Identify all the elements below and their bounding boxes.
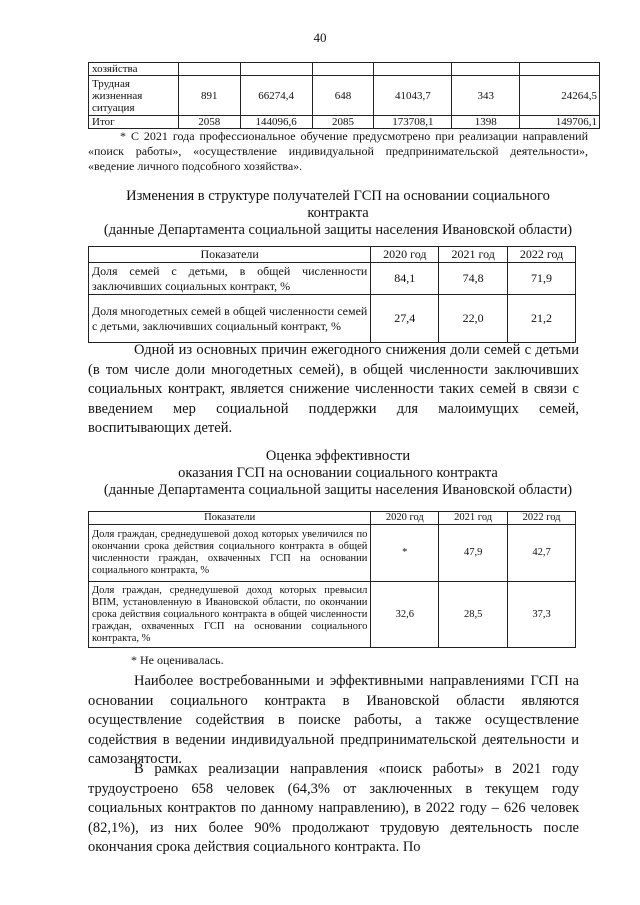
column-header: 2020 год bbox=[371, 247, 439, 263]
value-cell: 84,1 bbox=[371, 263, 439, 295]
heading-line: оказания ГСП на основании социального контракта bbox=[178, 465, 498, 481]
value-cell: 71,9 bbox=[508, 263, 576, 295]
table-cell bbox=[520, 63, 600, 76]
table-footnote: * Не оценивалась. bbox=[131, 653, 224, 667]
table-cell: 2085 bbox=[312, 116, 374, 129]
row-label: Итог bbox=[89, 116, 179, 129]
column-header: 2021 год bbox=[439, 512, 508, 525]
heading-line: Оценка эффективности bbox=[265, 448, 411, 464]
table-cell: 891 bbox=[178, 76, 240, 116]
table-cell bbox=[178, 63, 240, 76]
column-header: 2022 год bbox=[508, 512, 576, 525]
value-cell: 74,8 bbox=[439, 263, 508, 295]
indicator-cell: Доля граждан, среднедушевой доход которых превысил ВПМ, установленную в Ивановской области, по окончании срока действия социального контракта в общей численности граждан, охваченных ГСП на основании социального контракта, % bbox=[89, 582, 371, 648]
heading-line: контракта bbox=[307, 205, 369, 221]
column-header: 2021 год bbox=[439, 247, 508, 263]
indicator-cell: Доля граждан, среднедушевой доход которых увеличился по окончании срока действия социального контракта в общей численности граждан, охваченных ГСП на основании социального контракта, % bbox=[89, 525, 371, 582]
body-paragraph: Наиболее востребованными и эффективными направлениями ГСП на основании социального контракта в Ивановской области являются осуществление содействия в поиске работы, а также осуществление содействия в ведении индивидуальной предпринимательской деятельности и самозанятости. bbox=[88, 673, 579, 768]
table-row bbox=[89, 76, 600, 116]
table-header-row bbox=[89, 247, 576, 263]
value-cell: * bbox=[371, 525, 439, 582]
table-cell: 66274,4 bbox=[240, 76, 312, 116]
indicator-cell: Доля многодетных семей в общей численности семей с детьми, заключивших социальный контракт, % bbox=[89, 295, 371, 343]
table-cell: 24264,5 bbox=[520, 76, 600, 116]
value-cell: 42,7 bbox=[508, 525, 576, 582]
row-label: Трудная жизненная ситуация bbox=[89, 76, 179, 116]
value-cell: 32,6 bbox=[371, 582, 439, 648]
heading-line: (данные Департамента социальной защиты населения Ивановской области) bbox=[103, 482, 573, 498]
row-label: хозяйства bbox=[89, 63, 179, 76]
heading-line: Изменения в структуре получателей ГСП на основании социального bbox=[126, 188, 550, 204]
table-cell: 173708,1 bbox=[374, 116, 452, 129]
table-cell bbox=[312, 63, 374, 76]
table-cell: 144096,6 bbox=[240, 116, 312, 129]
table-row bbox=[89, 263, 576, 295]
value-cell: 28,5 bbox=[439, 582, 508, 648]
value-cell: 21,2 bbox=[508, 295, 576, 343]
heading-line: (данные Департамента социальной защиты населения Ивановской области) bbox=[103, 222, 573, 238]
table-cell: 1398 bbox=[452, 116, 520, 129]
body-paragraph: Одной из основных причин ежегодного снижения доли семей с детьми (в том числе доли многодетных семей), в общей численности заключивших социальных контракт, является снижение численности таких семей в связи с введением мер социальной поддержки для малоимущих семей, воспитывающих детей. bbox=[88, 342, 579, 437]
table-cell bbox=[374, 63, 452, 76]
table-cell: 41043,7 bbox=[374, 76, 452, 116]
page-number: 40 bbox=[313, 30, 327, 45]
column-header: 2020 год bbox=[371, 512, 439, 525]
table-cell: 343 bbox=[452, 76, 520, 116]
beneficiaries-table-continuation bbox=[88, 62, 600, 129]
table-row bbox=[89, 63, 600, 76]
table-cell: 149706,1 bbox=[520, 116, 600, 129]
indicator-cell: Доля семей с детьми, в общей численности заключивших социальных контракт, % bbox=[89, 263, 371, 295]
body-paragraph: В рамках реализации направления «поиск работы» в 2021 году трудоустроено 658 человек (64,3% от заключенных в текущем году социальных контрактов по данному направлению), в 2022 году – 626 человек (82,1%), из них более 90% продолжают трудовую деятельность после окончания срока действия социального контракта. По bbox=[88, 761, 579, 856]
effectiveness-table bbox=[88, 511, 576, 648]
table-row bbox=[89, 525, 576, 582]
section-heading bbox=[88, 448, 588, 499]
table-cell: 648 bbox=[312, 76, 374, 116]
table-row bbox=[89, 295, 576, 343]
table-cell bbox=[452, 63, 520, 76]
table-row bbox=[89, 582, 576, 648]
table-footnote: * С 2021 года профессиональное обучение предусмотрено при реализации направлений «поиск работы», «осуществление индивидуальной предпринимательской деятельности», «ведение личного подсобного хозяйства». bbox=[88, 129, 588, 173]
column-header: Показатели bbox=[89, 512, 371, 525]
value-cell: 37,3 bbox=[508, 582, 576, 648]
recipient-structure-table bbox=[88, 246, 576, 343]
value-cell: 47,9 bbox=[439, 525, 508, 582]
section-heading bbox=[88, 188, 588, 239]
table-cell: 2058 bbox=[178, 116, 240, 129]
value-cell: 27,4 bbox=[371, 295, 439, 343]
table-row bbox=[89, 116, 600, 129]
table-cell bbox=[240, 63, 312, 76]
value-cell: 22,0 bbox=[439, 295, 508, 343]
column-header: 2022 год bbox=[508, 247, 576, 263]
table-header-row bbox=[89, 512, 576, 525]
column-header: Показатели bbox=[89, 247, 371, 263]
